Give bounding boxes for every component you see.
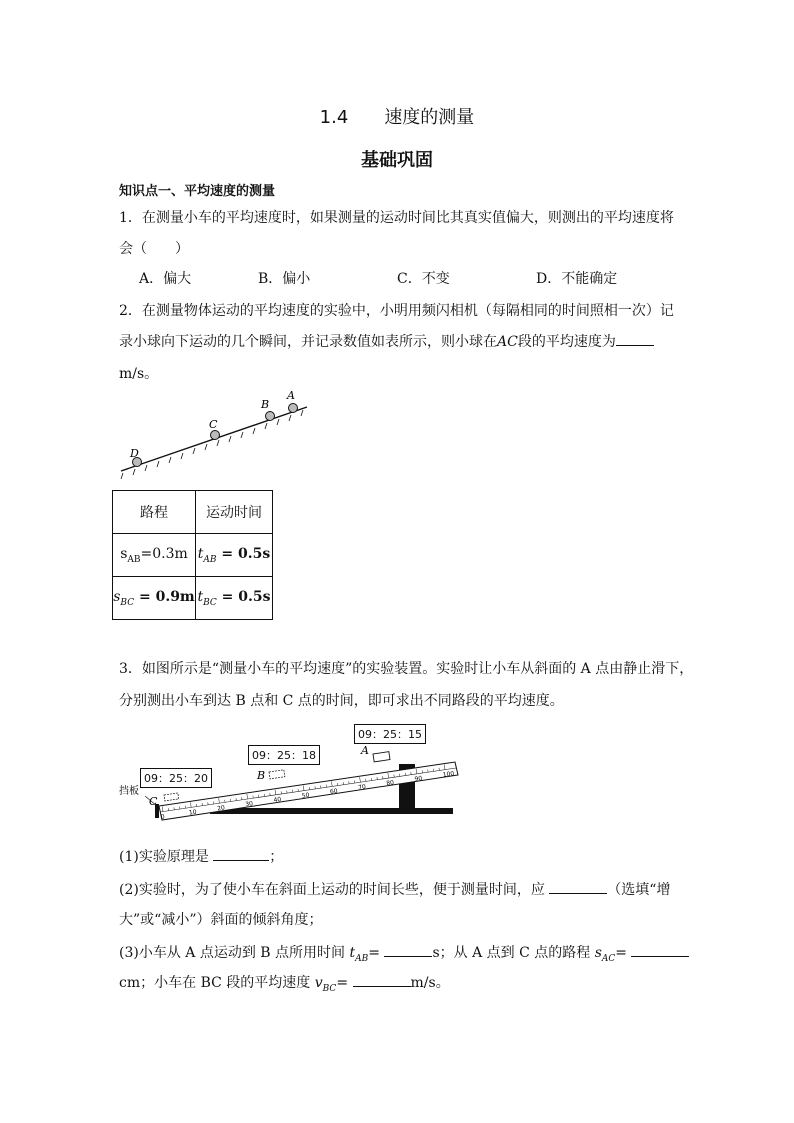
header-time: 运动时间: [196, 491, 273, 534]
q3-blank-vbc: [353, 972, 411, 987]
label-b: B: [257, 769, 266, 782]
label-a: A: [361, 744, 369, 757]
ruler-label: 70: [357, 783, 367, 792]
q1-option-d: D．不能确定: [536, 271, 618, 287]
q1-option-a: A．偏大: [139, 271, 192, 287]
table-row: [113, 534, 273, 577]
section-heading: 知识点一、平均速度的测量: [119, 184, 276, 199]
q3-part2b: 大”或“减小”）斜面的倾斜角度；: [119, 912, 323, 928]
cell-t-ab: $t_{AB} = 0.5s$: [196, 534, 273, 577]
ruler-label: 50: [301, 791, 310, 800]
q2-line1: 2．在测量物体运动的平均速度的实验中，小明用频闪相机（每隔相同的时间照相一次）记: [119, 303, 674, 319]
ruler-label: 10: [188, 808, 198, 817]
label-baffle: 挡板: [119, 786, 139, 797]
table-header-row: [113, 491, 273, 534]
q3-part1: (1)实验原理是 ；: [119, 846, 283, 866]
cell-t-bc: $t_{BC} = 0.5s$: [196, 577, 273, 620]
q2-answer-blank: [616, 331, 654, 346]
page-title: [0, 103, 794, 129]
ruler-label: 20: [216, 804, 226, 813]
cart-a: [373, 752, 390, 762]
lesson-number: 1.4: [319, 107, 349, 128]
ruler-label: 60: [329, 787, 339, 796]
clock-c: 09：25：20: [140, 768, 212, 788]
q3-part3b: cm；小车在 BC 段的平均速度 $v_{BC}= m/s$。: [119, 972, 450, 994]
ball-b: [266, 412, 275, 421]
q1-line2: 会（ ）: [119, 241, 189, 257]
q3-line1: 3．如图所示是“测量小车的平均速度”的实验装置。实验时让小车从斜面的 A 点由静止滑下，: [119, 661, 694, 677]
page-subtitle: 基础巩固: [361, 150, 433, 171]
q2-line3: m/s。: [119, 366, 159, 382]
ruler-label: 80: [385, 779, 395, 788]
clock-b: 09：25：18: [248, 745, 320, 765]
label-a: A: [287, 389, 295, 402]
cell-s-ab: $s_{AB}=0.3m$: [113, 534, 196, 577]
cart-c: [164, 793, 179, 801]
ball-c: [211, 431, 220, 440]
lesson-title: 速度的测量: [384, 107, 475, 128]
q3-line2: 分别测出小车到达 B 点和 C 点的时间，即可求出不同路段的平均速度。: [119, 693, 564, 709]
q1-option-c: C．不变: [397, 271, 450, 287]
cart-b: [269, 770, 285, 779]
ruler-label: 100: [442, 770, 455, 779]
label-d: D: [130, 447, 139, 460]
table-base: [210, 808, 453, 814]
header-distance: 路程: [113, 491, 196, 534]
ruler-label: 30: [244, 800, 254, 809]
q2-data-table: [112, 490, 273, 620]
q3-blank-angle: [549, 879, 607, 894]
ruler-label: 40: [273, 795, 282, 805]
ruler-label: 90: [414, 774, 423, 784]
clock-a: 09：25：15: [354, 724, 426, 744]
label-c: C: [149, 795, 158, 808]
q3-blank-tab: [384, 942, 432, 957]
ruler-label: 0: [160, 813, 166, 821]
q1-option-b: B．偏小: [258, 271, 311, 287]
q3-part3a: (3)小车从 A 点运动到 B 点所用时间 $t_{AB}= s$；从 A 点到 C 点的路程 $s_{AC}=$: [119, 942, 689, 964]
q2-line2: 录小球向下运动的几个瞬间，并记录数值如表所示，则小球在AC段的平均速度为: [119, 331, 654, 351]
cell-s-bc: $s_{BC} = 0.9m$: [113, 577, 196, 620]
q3-part2a: (2)实验时，为了使小车在斜面上运动的时间长些，便于测量时间，应 （选填“增: [119, 879, 670, 899]
ball-a: [289, 404, 298, 413]
label-b: B: [261, 398, 270, 411]
q3-blank-principle: [213, 846, 269, 861]
label-c: C: [209, 418, 218, 431]
table-row: [113, 577, 273, 620]
q1-line1: 1．在测量小车的平均速度时，如果测量的运动时间比其真实值偏大，则测出的平均速度将: [119, 210, 674, 226]
q2-incline-figure: [115, 385, 315, 485]
q3-blank-sac: [631, 942, 689, 957]
